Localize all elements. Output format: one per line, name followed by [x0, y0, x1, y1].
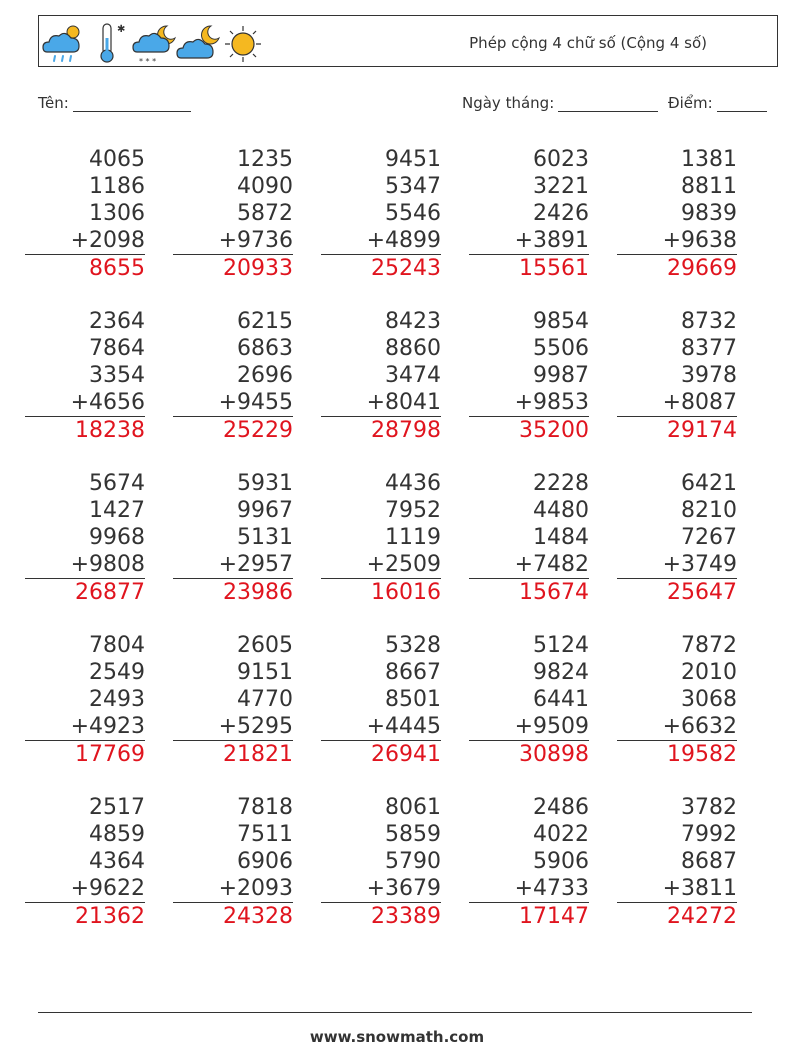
addend-with-plus: +9853 [469, 389, 589, 417]
addend: 8210 [681, 498, 737, 523]
addend: 1306 [89, 201, 145, 226]
addend: 3782 [681, 795, 737, 820]
addend-with-plus: +9509 [469, 713, 589, 741]
addend: 1186 [89, 174, 145, 199]
addend: 4065 [89, 147, 145, 172]
addend: 3068 [681, 687, 737, 712]
addend-with-plus: +9736 [173, 227, 293, 255]
answer: 18238 [75, 418, 145, 443]
addend: 7267 [681, 525, 737, 550]
answer: 29669 [667, 256, 737, 281]
addend-with-plus: +3891 [469, 227, 589, 255]
addend: 5328 [385, 633, 441, 658]
addend: 5872 [237, 201, 293, 226]
addend: 9839 [681, 201, 737, 226]
addend: 8860 [385, 336, 441, 361]
addition-problem [617, 470, 737, 606]
addend-with-plus: +2509 [321, 551, 441, 579]
thermometer-icon [101, 24, 125, 62]
addend: 5859 [385, 822, 441, 847]
addition-problem [617, 308, 737, 444]
addend-with-plus: +9455 [173, 389, 293, 417]
addend: 6215 [237, 309, 293, 334]
addend: 7872 [681, 633, 737, 658]
svg-text:* * *: * * * [139, 57, 157, 66]
addend: 2426 [533, 201, 589, 226]
addend-with-plus: +4923 [25, 713, 145, 741]
addend: 5931 [237, 471, 293, 496]
addend-with-plus: +3679 [321, 875, 441, 903]
addend: 7511 [237, 822, 293, 847]
addition-problem [469, 632, 589, 768]
addend: 7804 [89, 633, 145, 658]
addend-with-plus: +3749 [617, 551, 737, 579]
addition-problem [321, 308, 441, 444]
addition-problem [173, 146, 293, 282]
answer: 23389 [371, 904, 441, 929]
addend-with-plus: +2098 [25, 227, 145, 255]
addend: 6421 [681, 471, 737, 496]
answer: 16016 [371, 580, 441, 605]
addend: 1235 [237, 147, 293, 172]
addend: 5347 [385, 174, 441, 199]
addition-problem [617, 794, 737, 930]
answer: 24272 [667, 904, 737, 929]
addend: 4090 [237, 174, 293, 199]
footer-divider [38, 1012, 752, 1013]
addend: 6441 [533, 687, 589, 712]
addition-problem [25, 308, 145, 444]
addend: 8811 [681, 174, 737, 199]
addend: 2486 [533, 795, 589, 820]
addition-problem [321, 470, 441, 606]
addend: 2228 [533, 471, 589, 496]
addend: 2493 [89, 687, 145, 712]
answer: 29174 [667, 418, 737, 443]
addend: 6023 [533, 147, 589, 172]
addend: 5906 [533, 849, 589, 874]
addend: 2696 [237, 363, 293, 388]
addition-problem [469, 146, 589, 282]
addend: 9824 [533, 660, 589, 685]
date-blank [558, 95, 658, 112]
addition-problem [25, 146, 145, 282]
addend-with-plus: +2957 [173, 551, 293, 579]
addition-problem [469, 794, 589, 930]
addend: 4436 [385, 471, 441, 496]
addend: 8423 [385, 309, 441, 334]
addend: 3978 [681, 363, 737, 388]
addend: 8061 [385, 795, 441, 820]
addend: 3221 [533, 174, 589, 199]
addend-with-plus: +4656 [25, 389, 145, 417]
addition-problem [173, 632, 293, 768]
addition-problem [25, 632, 145, 768]
date-label: Ngày tháng: [462, 94, 555, 112]
cloud-moon-icon [177, 26, 219, 58]
addend: 1427 [89, 498, 145, 523]
addend: 6863 [237, 336, 293, 361]
sun-icon [225, 26, 261, 62]
answer: 8655 [89, 256, 145, 281]
addition-problem [25, 794, 145, 930]
svg-text:✱: ✱ [117, 24, 126, 35]
answer: 35200 [519, 418, 589, 443]
addend-with-plus: +9638 [617, 227, 737, 255]
addend: 8687 [681, 849, 737, 874]
addend: 1381 [681, 147, 737, 172]
addend: 5790 [385, 849, 441, 874]
addition-problem [173, 794, 293, 930]
answer: 21821 [223, 742, 293, 767]
addend: 2364 [89, 309, 145, 334]
addition-problem [173, 470, 293, 606]
addend: 5131 [237, 525, 293, 550]
addend: 8501 [385, 687, 441, 712]
addition-problem [469, 308, 589, 444]
addition-problem [617, 146, 737, 282]
addition-problem [321, 632, 441, 768]
answer: 25229 [223, 418, 293, 443]
answer: 26941 [371, 742, 441, 767]
score-field [668, 94, 767, 112]
addend: 2605 [237, 633, 293, 658]
cloud-moon-snow-icon [133, 26, 175, 66]
addend: 9987 [533, 363, 589, 388]
addend: 4364 [89, 849, 145, 874]
addend: 1484 [533, 525, 589, 550]
answer: 20933 [223, 256, 293, 281]
addend: 7864 [89, 336, 145, 361]
page-title: Phép cộng 4 chữ số (Cộng 4 số) [469, 34, 707, 52]
addend: 5124 [533, 633, 589, 658]
addend-with-plus: +5295 [173, 713, 293, 741]
score-blank [717, 95, 767, 112]
weather-icons [41, 18, 271, 66]
addition-problem [469, 470, 589, 606]
addend-with-plus: +4445 [321, 713, 441, 741]
answer: 17769 [75, 742, 145, 767]
addition-problem [321, 794, 441, 930]
addend: 7952 [385, 498, 441, 523]
addend: 9968 [89, 525, 145, 550]
answer: 23986 [223, 580, 293, 605]
addition-problem [173, 308, 293, 444]
addend: 2010 [681, 660, 737, 685]
addend-with-plus: +9622 [25, 875, 145, 903]
addend: 8732 [681, 309, 737, 334]
answer: 30898 [519, 742, 589, 767]
addend: 4770 [237, 687, 293, 712]
date-field [462, 94, 658, 112]
addition-problem [321, 146, 441, 282]
addend: 4022 [533, 822, 589, 847]
addend-with-plus: +3811 [617, 875, 737, 903]
addend: 5506 [533, 336, 589, 361]
answer: 24328 [223, 904, 293, 929]
answer: 15674 [519, 580, 589, 605]
addend: 9151 [237, 660, 293, 685]
addend-with-plus: +8087 [617, 389, 737, 417]
addend: 3474 [385, 363, 441, 388]
addend-with-plus: +2093 [173, 875, 293, 903]
addend: 9451 [385, 147, 441, 172]
addend-with-plus: +4733 [469, 875, 589, 903]
addend: 6906 [237, 849, 293, 874]
addend: 9854 [533, 309, 589, 334]
name-label: Tên: [38, 94, 69, 112]
addend-with-plus: +9808 [25, 551, 145, 579]
addend: 5674 [89, 471, 145, 496]
addend-with-plus: +6632 [617, 713, 737, 741]
addend-with-plus: +4899 [321, 227, 441, 255]
answer: 21362 [75, 904, 145, 929]
answer: 28798 [371, 418, 441, 443]
header-box [38, 15, 778, 67]
addend: 8377 [681, 336, 737, 361]
addend: 9967 [237, 498, 293, 523]
addend: 7992 [681, 822, 737, 847]
answer: 26877 [75, 580, 145, 605]
addend: 1119 [385, 525, 441, 550]
addend: 3354 [89, 363, 145, 388]
addend-with-plus: +7482 [469, 551, 589, 579]
answer: 25243 [371, 256, 441, 281]
name-blank [73, 95, 191, 112]
addition-problem [25, 470, 145, 606]
addition-problem [617, 632, 737, 768]
cloud-sun-rain-icon [43, 26, 79, 61]
addend-with-plus: +8041 [321, 389, 441, 417]
addend: 2549 [89, 660, 145, 685]
addend: 4859 [89, 822, 145, 847]
answer: 19582 [667, 742, 737, 767]
addend: 2517 [89, 795, 145, 820]
addend: 7818 [237, 795, 293, 820]
addend: 4480 [533, 498, 589, 523]
answer: 25647 [667, 580, 737, 605]
footer-url: www.snowmath.com [309, 1028, 485, 1046]
score-label: Điểm: [668, 94, 713, 112]
addend: 5546 [385, 201, 441, 226]
name-field [38, 94, 191, 112]
answer: 17147 [519, 904, 589, 929]
addend: 8667 [385, 660, 441, 685]
answer: 15561 [519, 256, 589, 281]
